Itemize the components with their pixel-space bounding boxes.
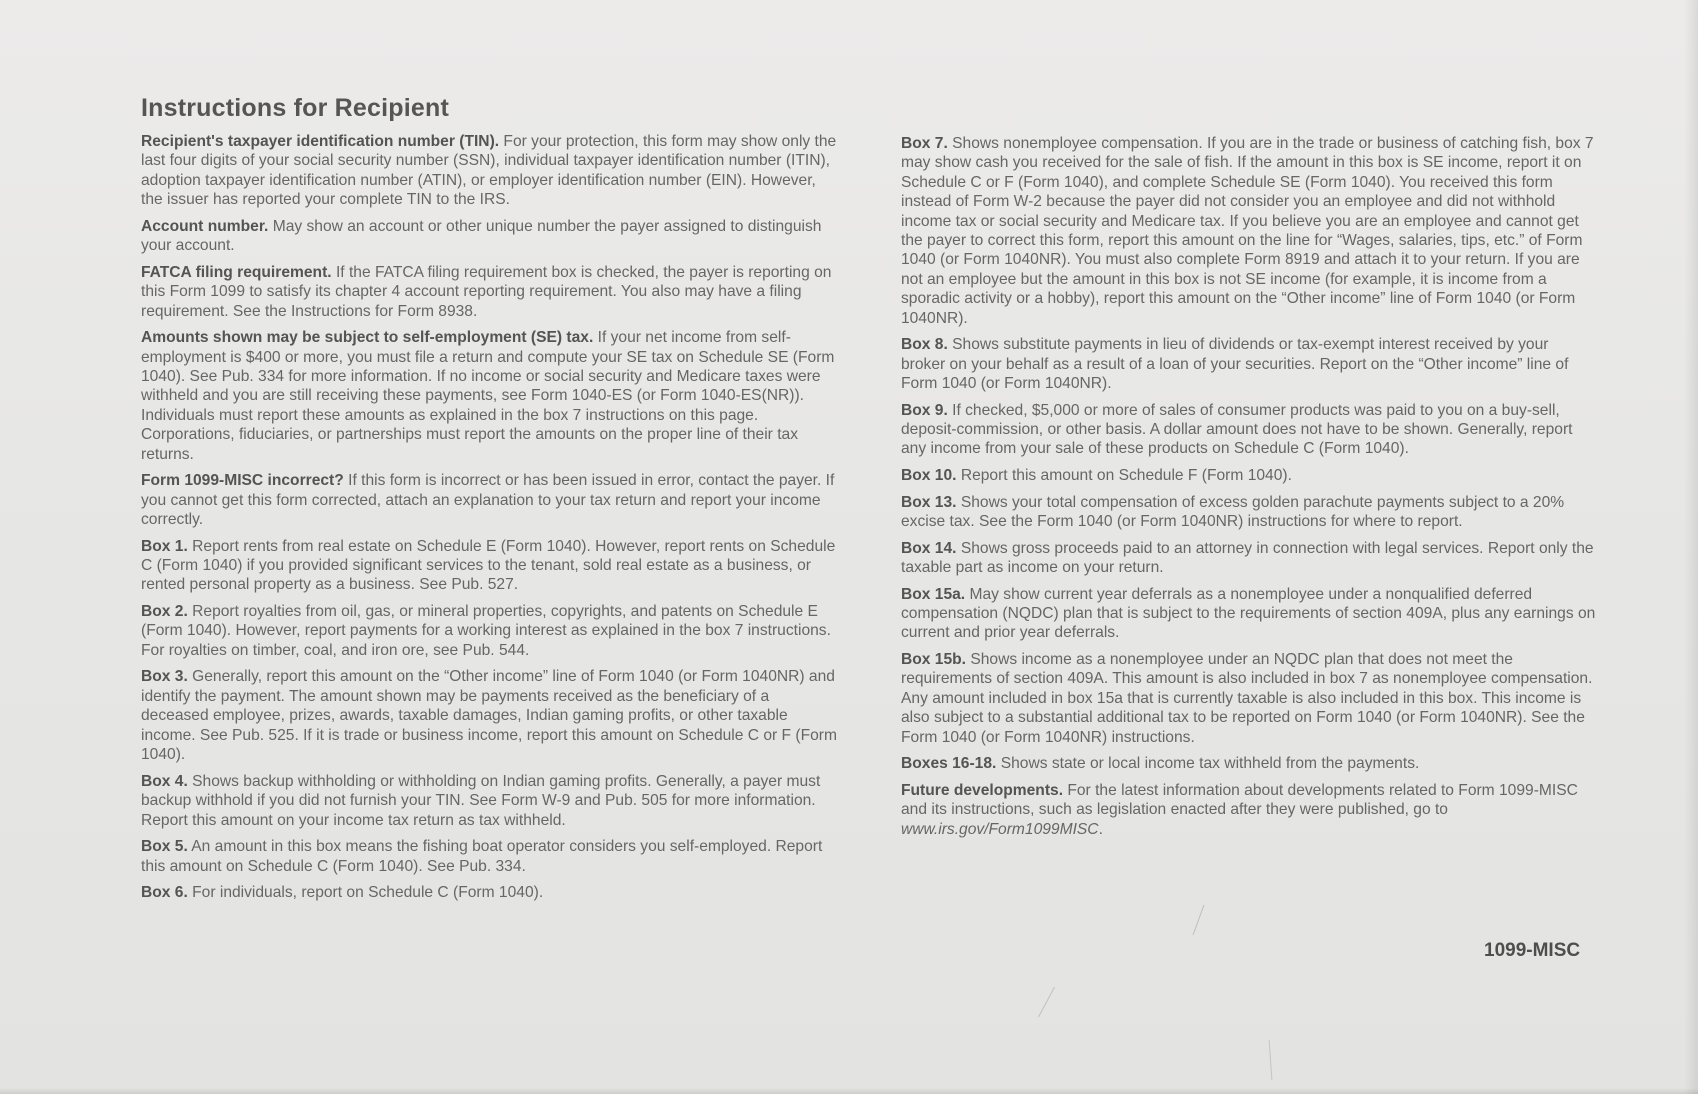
document-title: Instructions for Recipient <box>141 94 450 122</box>
paragraph-body: Report royalties from oil, gas, or mineral properties, copyrights, and patents on Schedule E (Form 1040). However, report payments for a working interest as explained in the box 7 instructions. For royalties on timber, coal, and iron ore, see Pub. 544. <box>141 603 831 659</box>
paragraph-box-10 <box>901 466 1596 485</box>
paragraph-body: Report this amount on Schedule F (Form 1040). <box>956 467 1292 485</box>
paragraph-body: An amount in this box means the fishing boat operator considers you self-employed. Report this amount on Schedule C (Form 1040). See Pub. 334. <box>141 838 823 875</box>
paragraph-se-tax <box>141 328 841 464</box>
paragraph-heading: Box 5. <box>141 838 188 856</box>
page-edge-shadow <box>1684 0 1698 1094</box>
paragraph-tail: . <box>1098 820 1103 838</box>
paragraph-body: Shows nonemployee compensation. If you are in the trade or business of catching fish, box 7 may show cash you received for the sale of fish. If the amount in this box is SE income, report it on Schedule C or F (Form 1040), and complete Schedule SE (Form 1040). You received this form instead of Form W-2 because the payer did not consider you an employee and did not withhold income tax or social security and Medicare tax. If you believe you are an employee and cannot get the payer to correct this form, report this amount on the line for “Wages, salaries, tips, etc.” of Form 1040 (or Form 1040NR). You must also complete Form 8919 and attach it to your return. If you are not an employee but the amount in this box is not SE income (for example, it is income from a sporadic activity or a hobby), report this amount on the “Other income” line of Form 1040 (or Form 1040NR). <box>901 135 1594 327</box>
paragraph-heading: Account number. <box>141 217 269 235</box>
paragraph-body: If checked, $5,000 or more of sales of consumer products was paid to you on a buy-sell, deposit-commission, or other basis. A dollar amount does not have to be shown. Generally, report any income from your sale of these products on Schedule C (Form 1040). <box>901 401 1573 458</box>
paragraph-body: Shows backup withholding or withholding on Indian gaming profits. Generally, a payer must backup withhold if you did not furnish your TIN. See Form W-9 and Pub. 505 for more information. Report this amount on your income tax return as tax withheld. <box>141 772 821 829</box>
pen-mark <box>1038 987 1055 1017</box>
paragraph-form-incorrect <box>141 471 841 529</box>
paragraph-body: For your protection, this form may show only the last four digits of your social security number (SSN), individual taxpayer identification number (ITIN), adoption taxpayer identification number (ATIN), or employer identification number (EIN). However, the issuer has reported your complete TIN to the IRS. <box>141 133 837 209</box>
paragraph-box-4 <box>141 772 841 830</box>
form-identifier: 1099-MISC <box>1484 940 1581 961</box>
paragraph-heading: Box 2. <box>141 603 188 621</box>
paragraph-box-3 <box>141 667 841 764</box>
paragraph-body: Shows state or local income tax withheld from the payments. <box>996 755 1420 773</box>
paragraph-body: For individuals, report on Schedule C (Form 1040). <box>187 884 544 902</box>
pen-mark <box>1269 1040 1273 1080</box>
paragraph-box-1 <box>141 537 841 595</box>
paragraph-box-8 <box>901 335 1596 393</box>
paragraph-body: Shows income as a nonemployee under an NQDC plan that does not meet the requirements of section 409A. This amount is also included in box 7 as nonemployee compensation. Any amount included in box 15a that is currently taxable is also included in this box. This income is also subject to a substantial additional tax to be reported on Form 1040 (or Form 1040NR). See the Form 1040 (or Form 1040NR) instructions. <box>901 651 1593 746</box>
paragraph-heading: Box 15a. <box>901 585 966 603</box>
paragraph-heading: Box 3. <box>141 668 188 686</box>
paragraph-heading: Box 14. <box>901 539 957 557</box>
paragraph-boxes-16-18 <box>901 754 1596 773</box>
paragraph-future-developments <box>901 781 1596 839</box>
paragraph-heading: Recipient's taxpayer identification number (TIN). <box>141 133 500 150</box>
paragraph-box-9 <box>901 401 1596 459</box>
paragraph-heading: Box 10. <box>901 467 957 485</box>
paragraph-body: Generally, report this amount on the “Other income” line of Form 1040 (or Form 1040NR) and identify the payment. The amount shown may be payments received as the beneficiary of a deceased employee, prizes, awards, taxable damages, Indian gaming profits, or other taxable income. See Pub. 525. If it is trade or business income, report this amount on Schedule C or F (Form 1040). <box>141 668 837 764</box>
paragraph-heading: Box 8. <box>901 336 948 354</box>
paragraph-heading: Box 15b. <box>901 651 966 669</box>
paragraph-heading: Box 6. <box>141 884 188 902</box>
page-bottom-edge <box>0 1088 1698 1094</box>
paragraph-heading: Box 7. <box>901 135 948 152</box>
paragraph-heading: Amounts shown may be subject to self-employment (SE) tax. <box>141 329 594 347</box>
paragraph-body: If your net income from self-employment is $400 or more, you must file a return and compute your SE tax on Schedule SE (Form 1040). See Pub. 334 for more information. If no income or social security and Medicare taxes were withheld and you are still receiving these payments, see Form 1040-ES (or Form 1040-ES(NR)). Individuals must report these amounts as explained in the box 7 instructions on this page. Corporations, fiduciaries, or partnerships must report the amounts on the proper line of their tax returns. <box>141 329 835 463</box>
paragraph-box-13 <box>901 493 1596 532</box>
paragraph-heading: Boxes 16-18. <box>901 755 997 773</box>
paragraph-body: Report rents from real estate on Schedule E (Form 1040). However, report rents on Schedule C (Form 1040) if you provided significant services to the tenant, sold real estate as a business, or rented personal property as a business. See Pub. 527. <box>141 537 836 594</box>
irs-form-link[interactable]: www.irs.gov/Form1099MISC <box>901 820 1099 838</box>
paragraph-body: Shows gross proceeds paid to an attorney in connection with legal services. Report only the taxable part as income on your return. <box>901 539 1594 577</box>
right-column <box>901 134 1596 846</box>
paragraph-account-number <box>141 217 841 256</box>
paragraph-box-15a <box>901 585 1596 643</box>
paragraph-heading: Future developments. <box>901 781 1064 799</box>
paragraph-body: May show current year deferrals as a nonemployee under a nonqualified deferred compensation (NQDC) plan that is subject to the requirements of section 409A, plus any earnings on current and prior year deferrals. <box>901 585 1596 642</box>
paragraph-box-15b <box>901 650 1596 747</box>
paragraph-body: Shows your total compensation of excess golden parachute payments subject to a 20% excise tax. See the Form 1040 (or Form 1040NR) instructions for where to report. <box>901 493 1565 531</box>
paragraph-body: If the FATCA filing requirement box is checked, the payer is reporting on this Form 1099 to satisfy its chapter 4 account reporting requirement. You also may have a filing requirement. See the Instructions for Form 8938. <box>141 263 832 320</box>
paragraph-heading: Box 1. <box>141 537 188 555</box>
paragraph-body: For the latest information about developments related to Form 1099-MISC and its instructions, such as legislation enacted after they were published, go to <box>901 781 1578 819</box>
paragraph-heading: Box 4. <box>141 772 188 790</box>
paragraph-body: If this form is incorrect or has been issued in error, contact the payer. If you cannot get this form corrected, attach an explanation to your tax return and report your income correctly. <box>141 472 835 529</box>
paragraph-box-14 <box>901 539 1596 578</box>
paragraph-heading: Box 9. <box>901 401 948 419</box>
left-column <box>141 132 841 910</box>
paragraph-heading: Box 13. <box>901 493 957 511</box>
paragraph-fatca <box>141 263 841 321</box>
paragraph-box-7 <box>901 134 1596 328</box>
paragraph-body: Shows substitute payments in lieu of dividends or tax-exempt interest received by your broker on your behalf as a result of a loan of your securities. Report on the “Other income” line of Form 1040 (or Form 1040NR). <box>901 336 1569 393</box>
paragraph-body: May show an account or other unique number the payer assigned to distinguish your account. <box>141 217 822 255</box>
paragraph-box-5 <box>141 837 841 876</box>
paragraph-box-6 <box>141 883 841 902</box>
pen-mark <box>1193 905 1205 935</box>
paragraph-box-2 <box>141 602 841 660</box>
paragraph-recipient-tin <box>141 132 841 210</box>
paragraph-heading: Form 1099-MISC incorrect? <box>141 472 344 490</box>
paragraph-heading: FATCA filing requirement. <box>141 263 332 281</box>
